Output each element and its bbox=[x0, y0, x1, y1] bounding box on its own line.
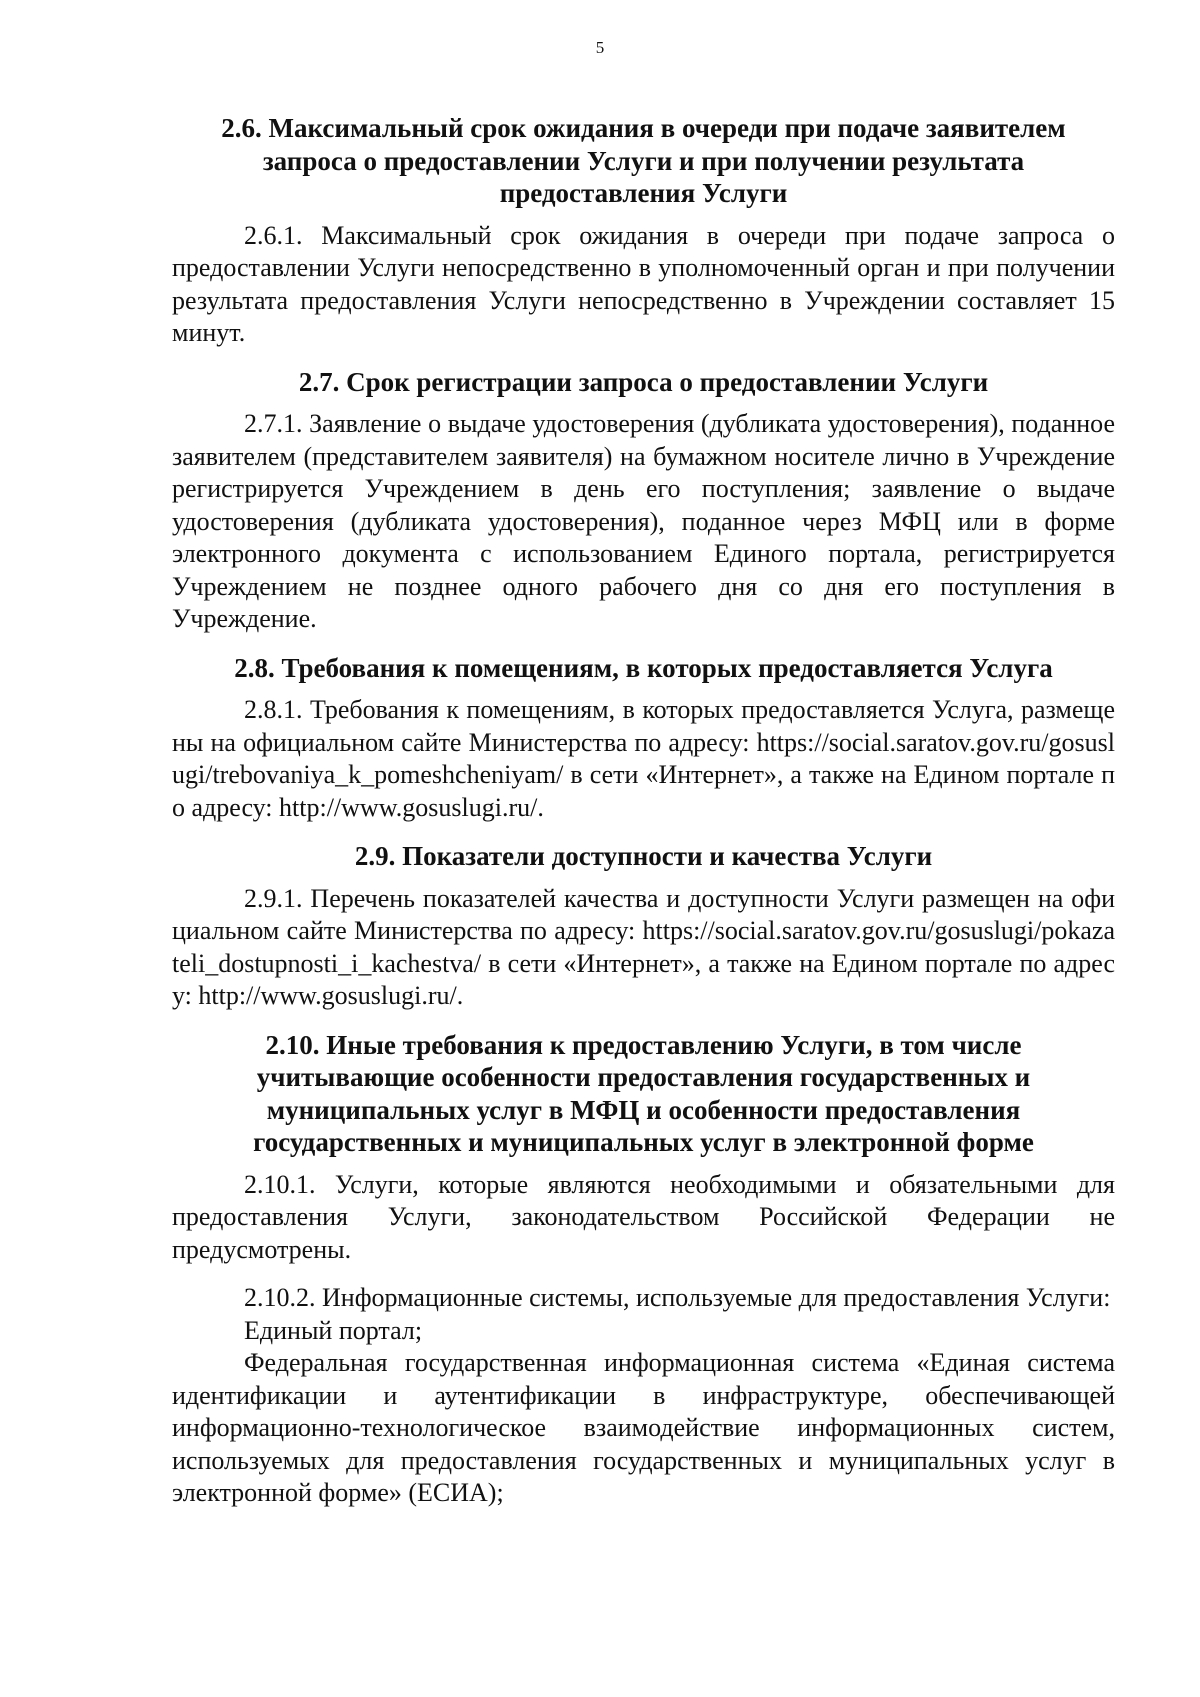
heading-line: 2.10. Иные требования к предоставлению Услуги, в том числе bbox=[265, 1029, 1022, 1060]
heading-line: 2.6. Максимальный срок ожидания в очереди при подаче заявителем bbox=[221, 113, 1066, 143]
section-heading-2-9 bbox=[172, 840, 1115, 873]
paragraph-2-10-1: 2.10.1. Услуги, которые являются необходимыми и обязательными для предоставления Услуги, законодательством Российской Федерации не предусмотрены. bbox=[172, 1169, 1115, 1264]
section-heading-2-7 bbox=[172, 366, 1115, 399]
paragraph-2-10-2: 2.10.2. Информационные системы, используемые для предоставления Услуги: bbox=[244, 1283, 1111, 1312]
paragraph-2-8-1: 2.8.1. Требования к помещениям, в которых предоставляется Услуга, размещены на официальном сайте Министерства по адресу: https://social.saratov.gov.ru/gosuslugi/trebovaniya_k_pomeshcheniyam/ в сети «Интернет», а также на Едином портале по адресу: http://www.gosuslugi.ru/. bbox=[172, 695, 1115, 822]
heading-line: запроса о предоставлении Услуги и при получении результата bbox=[262, 145, 1025, 176]
paragraph-esia: Федеральная государственная информационная система «Единая система идентификации и аутентификации в инфраструктуре, обеспечивающей информационно-технологическое взаимодействие информационных систем, используемых для предоставления государственных и муниципальных услуг в электронной форме» (ЕСИА); bbox=[172, 1348, 1115, 1507]
heading-line: предоставления Услуги bbox=[499, 178, 788, 208]
section-heading-2-10 bbox=[172, 1029, 1115, 1159]
heading-line: 2.7. Срок регистрации запроса о предоставлении Услуги bbox=[298, 366, 989, 397]
paragraph-unified-portal: Единый портал; bbox=[244, 1315, 423, 1345]
paragraph-2-7-1: 2.7.1. Заявление о выдаче удостоверения (дубликата удостоверения), поданное заявителем (представителем заявителя) на бумажном носителе лично в Учреждение регистрируется Учреждением в день его поступления; заявление о выдаче удостоверения (дубликата удостоверения), поданное через МФЦ или в форме электронного документа с использованием Единого портала, регистрируется Учреждением не позднее одного рабочего дня со дня его поступления в Учреждение. bbox=[172, 409, 1115, 633]
paragraph-2-9-1: 2.9.1. Перечень показателей качества и доступности Услуги размещен на официальном сайте Министерства по адресу: https://social.saratov.gov.ru/gosuslugi/pokazateli_dostupnosti_i_kachestva/ в сети «Интернет», а также на Едином портале по адресу: http://www.gosuslugi.ru/. bbox=[172, 883, 1115, 1010]
document-body bbox=[172, 112, 1115, 1510]
page-number: 5 bbox=[595, 38, 605, 57]
paragraph-2-6-1: 2.6.1. Максимальный срок ожидания в очереди при подаче запроса о предоставлении Услуги непосредственно в уполномоченный орган и при получении результата предоставления Услуги непосредственно в Учреждении составляет 15 минут. bbox=[172, 220, 1115, 347]
section-heading-2-8 bbox=[172, 652, 1115, 685]
heading-line: 2.9. Показатели доступности и качества Услуги bbox=[354, 841, 933, 871]
heading-line: 2.8. Требования к помещениям, в которых предоставляется Услуга bbox=[234, 652, 1053, 683]
heading-line: государственных и муниципальных услуг в электронной форме bbox=[253, 1127, 1034, 1157]
section-heading-2-6 bbox=[172, 112, 1115, 210]
heading-line: муниципальных услуг в МФЦ и особенности предоставления bbox=[266, 1094, 1021, 1125]
heading-line: учитывающие особенности предоставления государственных и bbox=[256, 1062, 1031, 1092]
